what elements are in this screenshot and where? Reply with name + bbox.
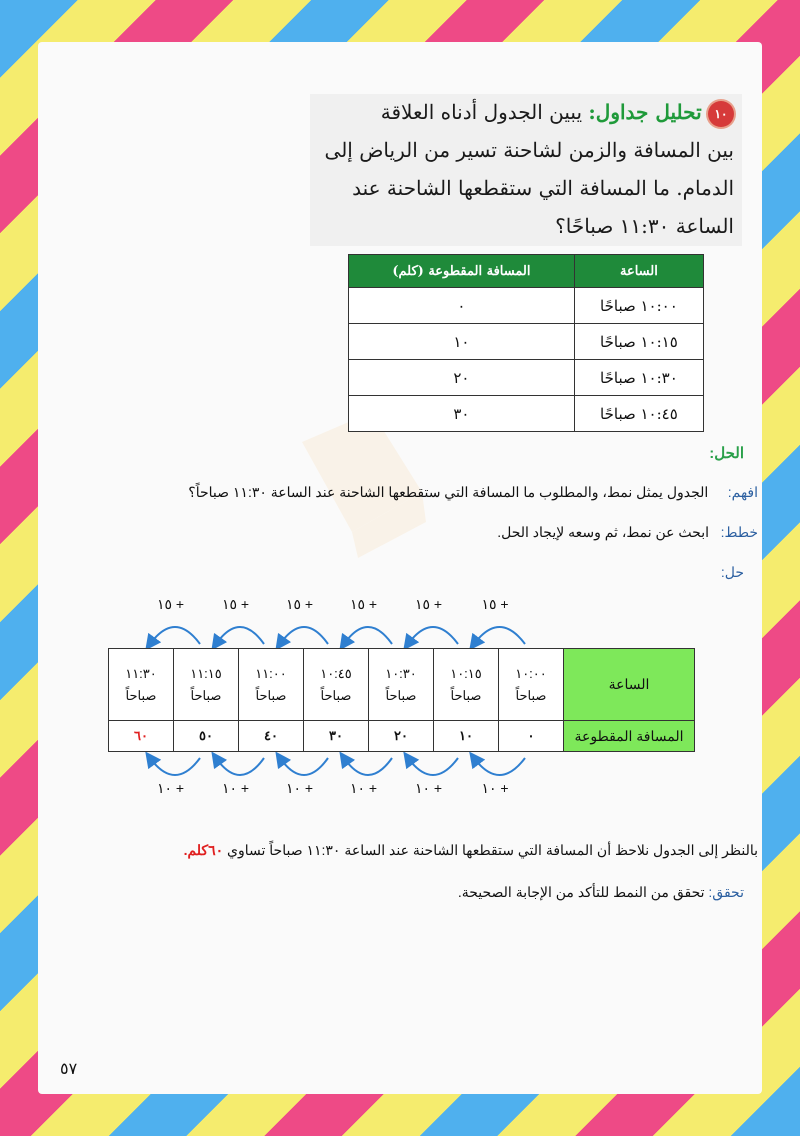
bottom-arc-label: + ١٠: [286, 780, 314, 796]
question-line-3: الدمام. ما المسافة التي ستقطعها الشاحنة عند: [352, 176, 734, 200]
bottom-arc-arrow: [216, 758, 264, 775]
top-arc-label: + ١٥: [286, 596, 314, 612]
question-text-1: يبين الجدول أدناه العلاقة: [380, 100, 583, 124]
check-label: تحقق:: [708, 884, 744, 900]
table-cell-time: ١٠:٣٠ صباحًا: [574, 360, 703, 396]
pattern-time-row: [109, 649, 695, 721]
pattern-distance-cell: ٠: [499, 721, 564, 752]
understand-label: افهم:: [727, 484, 758, 500]
top-arc-arrow: [474, 627, 525, 644]
bottom-arc-arrow: [280, 758, 328, 775]
pattern-distance-header: المسافة المقطوعة: [564, 721, 695, 752]
question-line-2: بين المسافة والزمن لشاحنة تسير من الرياض إلى: [324, 138, 734, 162]
conclusion-answer: ٦٠كلم.: [183, 842, 224, 858]
understand-text: الجدول يمثل نمط، والمطلوب ما المسافة التي ستقطعها الشاحنة عند الساعة ١١:٣٠ صباحاً؟: [188, 484, 709, 500]
check-line: [458, 884, 744, 901]
solution-heading-label: الحل:: [709, 445, 744, 462]
pattern-time-header: الساعة: [564, 649, 695, 721]
table-cell-distance: ١٠: [349, 324, 575, 360]
table-header-time: الساعة: [574, 255, 703, 288]
bottom-arc-label: + ١٠: [415, 780, 443, 796]
top-arc-label: + ١٥: [415, 596, 443, 612]
top-arc-label: + ١٥: [481, 596, 509, 612]
question-number-badge: ١٠: [708, 101, 734, 127]
conclusion-text: بالنظر إلى الجدول نلاحظ أن المسافة التي ستقطعها الشاحنة عند الساعة ١١:٣٠ صباحاً تساوي: [227, 842, 758, 858]
bottom-arc-label: + ١٠: [157, 780, 185, 796]
top-arcs: [150, 627, 525, 644]
top-arc-label: + ١٥: [350, 596, 378, 612]
conclusion-line: [184, 842, 758, 859]
bottom-arc-label: + ١٠: [222, 780, 250, 796]
bottom-arc-label: + ١٠: [481, 780, 509, 796]
table-cell-distance: ٣٠: [349, 396, 575, 432]
bottom-arc-label: + ١٠: [350, 780, 378, 796]
table-cell-time: ١٠:٤٥ صباحًا: [574, 396, 703, 432]
pattern-time-cell: ١١:١٥ صباحاً: [174, 649, 239, 721]
table-cell-distance: ٠: [349, 288, 575, 324]
plan-text: ابحث عن نمط، ثم وسعه لإيجاد الحل.: [497, 524, 709, 540]
pattern-arcs: [38, 42, 762, 1094]
top-arc-label: + ١٥: [222, 596, 250, 612]
question-title: تحليل جداول:: [588, 100, 702, 124]
pattern-time-cell: ١٠:١٥ صباحاً: [434, 649, 499, 721]
pattern-table: [108, 648, 695, 752]
pattern-time-cell: ١٠:٠٠ صباحاً: [499, 649, 564, 721]
table-header-distance: المسافة المقطوعة (كلم): [349, 255, 575, 288]
pattern-time-cell: ١١:٣٠ صباحاً: [109, 649, 174, 721]
pattern-time-cell: ١٠:٣٠ صباحاً: [369, 649, 434, 721]
bottom-arc-arrow: [150, 758, 200, 775]
top-arc-arrow: [408, 627, 458, 644]
top-arc-label: + ١٥: [157, 596, 185, 612]
table-cell-time: ١٠:٠٠ صباحًا: [574, 288, 703, 324]
bottom-arcs: [150, 758, 525, 775]
question-line-4: الساعة ١١:٣٠ صباحًا؟: [555, 214, 734, 238]
pattern-distance-cell: ١٠: [434, 721, 499, 752]
bottom-arc-arrow: [474, 758, 525, 775]
pattern-distance-answer-cell: ٦٠: [109, 721, 174, 752]
top-arc-arrow: [280, 627, 328, 644]
check-text: تحقق من النمط للتأكد من الإجابة الصحيحة.: [457, 884, 705, 900]
top-arc-arrow: [150, 627, 200, 644]
pattern-distance-row: [109, 721, 695, 752]
pattern-distance-cell: ٣٠: [304, 721, 369, 752]
top-arc-arrow: [216, 627, 264, 644]
pattern-distance-cell: ٢٠: [369, 721, 434, 752]
bottom-arc-arrow: [408, 758, 458, 775]
page-number: ٥٧: [60, 1059, 78, 1078]
page: [38, 42, 762, 1094]
pattern-time-cell: ١٠:٤٥ صباحاً: [304, 649, 369, 721]
pattern-time-cell: ١١:٠٠ صباحاً: [239, 649, 304, 721]
plan-label: خطط:: [720, 524, 758, 540]
top-arc-arrow: [344, 627, 392, 644]
table-cell-distance: ٢٠: [349, 360, 575, 396]
table-cell-time: ١٠:١٥ صباحًا: [574, 324, 703, 360]
solve-label: حل:: [720, 564, 744, 580]
bottom-arc-arrow: [344, 758, 392, 775]
pattern-distance-cell: ٤٠: [239, 721, 304, 752]
pattern-distance-cell: ٥٠: [174, 721, 239, 752]
